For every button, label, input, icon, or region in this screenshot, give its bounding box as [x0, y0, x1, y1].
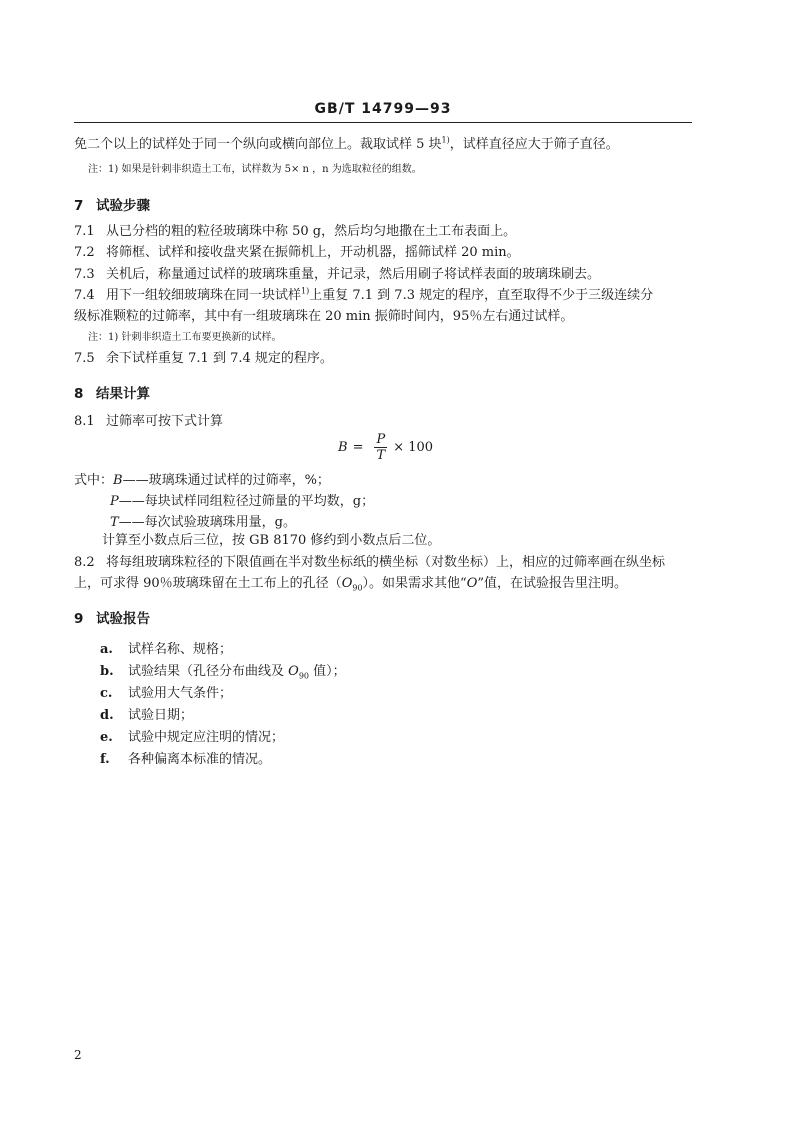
report-item-e: e. 试验中规定应注明的情况；: [100, 730, 285, 745]
item-7-3: 7.3 关机后，称量通过试样的玻璃珠重量，并记录，然后用刷子将试样表面的玻璃珠刷去。: [74, 267, 601, 282]
item-7-4: 7.4 用下一组较细玻璃珠在同一块试样$^{1)}$上重复 7.1 到 7.3 规定的程序，直至取得不少于三级连续分: [74, 286, 654, 303]
report-item-f: f. 各种偏离本标准的情况。: [100, 752, 272, 767]
intro-note: 注：1) 如果是针刺非织造土工布，试样数为 5× n ，n 为选取粒径的组数。: [88, 164, 422, 175]
sieving-rate-formula: B = $\frac{P}{T}$ × 100: [338, 432, 434, 463]
item-8-1: 8.1 过筛率可按下式计算: [74, 414, 224, 429]
item-7-1: 7.1 从已分档的粗的粒径玻璃珠中称 50 g，然后均匀地撒在土工布表面上。: [74, 224, 517, 239]
formula-where-p: P——每块试样同组粒径过筛量的平均数，g；: [110, 494, 375, 509]
formula-where-b: 式中：B——玻璃珠通过试样的过筛率，%；: [74, 473, 330, 488]
item-8-2: 8.2 将每组玻璃珠粒径的下限值画在半对数坐标纸的横坐标（对数坐标）上，相应的过筛率画在纵坐标: [74, 555, 666, 570]
section-8-heading: 8 结果计算: [74, 386, 150, 402]
section-7-heading: 7 试验步骤: [74, 198, 150, 214]
report-item-c: c. 试验用大气条件；: [100, 686, 233, 701]
formula-where-t: T——每次试验玻璃珠用量，g。: [110, 515, 296, 530]
document-header: GB/T 14799—93: [314, 101, 452, 117]
header-divider: [74, 122, 692, 123]
item-7-5: 7.5 余下试样重复 7.1 到 7.4 规定的程序。: [74, 351, 333, 366]
rounding-rule: 计算至小数点后三位，按 GB 8170 修约到小数点后二位。: [102, 533, 441, 548]
item-8-2-continued: 上，可求得 90％玻璃珠留在土工布上的孔径$(O_{90})$。如果需求其他“O”值，在试验报告里注明。: [74, 576, 628, 593]
item-7-4-note: 注：1) 针刺非织造土工布要更换新的试样。: [88, 332, 282, 343]
report-item-a: a. 试样名称、规格；: [100, 642, 233, 657]
page-number: 2: [74, 1048, 82, 1062]
intro-paragraph: 免二个以上的试样处于同一个纵向或横向部位上。裁取试样 5 块$^{1)}$，试样直径应大于筛子直径。: [74, 135, 619, 152]
report-item-b: b. 试验结果（孔径分布曲线及 $O_{90}$ 值）；: [100, 664, 346, 681]
report-item-d: d. 试验日期；: [100, 708, 194, 723]
item-7-4-continued: 级标准颗粒的过筛率，其中有一组玻璃珠在 20 min 振筛时间内，95％左右通过试样。: [74, 309, 574, 324]
item-7-2: 7.2 将筛框、试样和接收盘夹紧在振筛机上，开动机器，摇筛试样 20 min。: [74, 245, 520, 260]
section-9-heading: 9 试验报告: [74, 611, 150, 627]
